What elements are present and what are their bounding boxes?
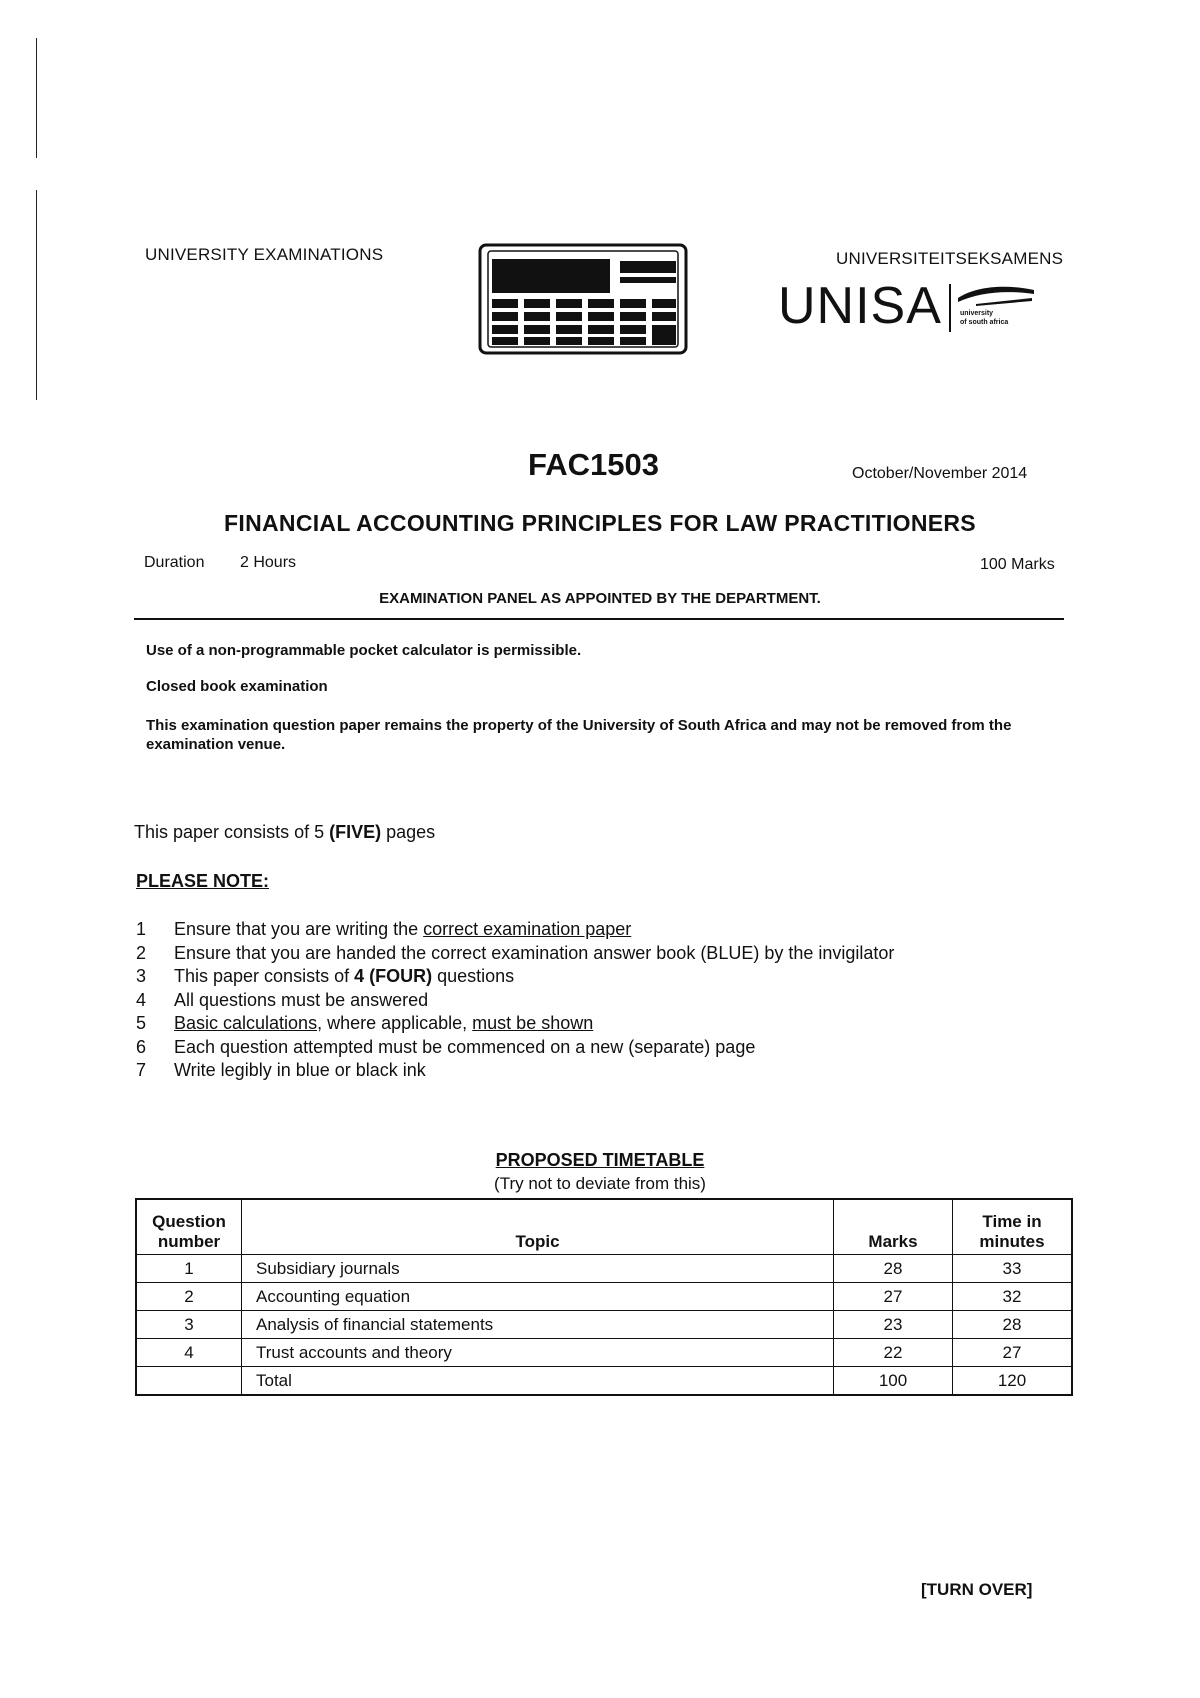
list-item-number: 5	[136, 1013, 147, 1033]
unisa-logo	[778, 276, 1038, 346]
table-row-total	[136, 1367, 1072, 1396]
pages-note	[134, 822, 435, 843]
list-item	[136, 989, 894, 1013]
instruction-calculator: Use of a non-programmable pocket calculator is permissible.	[146, 642, 582, 659]
header-right: UNIVERSITEITSEKSAMENS	[836, 249, 1064, 268]
duration-label: Duration	[144, 554, 205, 571]
please-note-list	[136, 918, 894, 1083]
pages-note-suffix: pages	[381, 822, 436, 842]
list-item-underlined: Basic calculations	[174, 1013, 318, 1033]
cell-minutes: 120	[953, 1367, 1073, 1396]
table-row	[136, 1283, 1072, 1311]
timetable-subheading: (Try not to deviate from this)	[494, 1174, 706, 1193]
timetable-heading: PROPOSED TIMETABLE	[495, 1150, 705, 1170]
cell-question: 3	[136, 1311, 242, 1339]
list-item-number: 1	[136, 919, 147, 939]
list-item-text: , where applicable,	[317, 1013, 473, 1033]
cell-marks: 28	[834, 1255, 953, 1283]
course-code: FAC1503	[528, 447, 659, 482]
list-item-number: 7	[136, 1060, 147, 1080]
turn-over: [TURN OVER]	[921, 1580, 1033, 1599]
col-header-text: Time in	[982, 1212, 1042, 1231]
scan-edge-line	[36, 38, 37, 158]
cell-topic: Analysis of financial statements	[242, 1311, 834, 1339]
total-marks: 100 Marks	[980, 556, 1055, 573]
scan-edge-line	[36, 190, 37, 400]
list-item-text: Each question attempted must be commenced on a new (separate) page	[174, 1036, 756, 1057]
cell-marks: 100	[834, 1367, 953, 1396]
divider	[134, 618, 1064, 620]
list-item	[136, 1012, 894, 1036]
examination-panel: EXAMINATION PANEL AS APPOINTED BY THE DEPARTMENT.	[379, 590, 821, 607]
list-item-text: questions	[432, 966, 515, 986]
cell-question	[136, 1367, 242, 1396]
list-item-text: Write legibly in blue or black ink	[174, 1060, 426, 1080]
logo-divider	[949, 284, 951, 332]
col-marks: Marks	[834, 1199, 953, 1255]
cell-marks: 22	[834, 1339, 953, 1367]
list-item-underlined: correct examination paper	[423, 919, 632, 939]
logo-tagline-1: university	[960, 310, 994, 317]
list-item-bold: 4 (FOUR)	[354, 966, 433, 986]
col-header-text: Question	[152, 1212, 226, 1231]
logo-swoosh-icon	[956, 284, 1036, 308]
list-item	[136, 942, 894, 966]
cell-topic: Total	[242, 1367, 834, 1396]
instruction-property: This examination question paper remains the property of the University of South Africa and may not be removed from the examination venue.	[146, 717, 1012, 753]
list-item-text: All questions must be answered	[174, 989, 429, 1010]
calculator-icon	[478, 243, 688, 355]
logo-tagline-2: of south africa	[960, 319, 1009, 326]
table-row	[136, 1255, 1072, 1283]
list-item-number: 6	[136, 1036, 147, 1057]
cell-minutes: 28	[953, 1311, 1073, 1339]
cell-minutes: 27	[953, 1339, 1073, 1367]
list-item	[136, 1036, 894, 1060]
cell-topic: Accounting equation	[242, 1283, 834, 1311]
list-item-number: 3	[136, 966, 147, 986]
col-question-number	[136, 1199, 242, 1255]
pages-note-bold: (FIVE)	[329, 822, 382, 842]
cell-question: 1	[136, 1255, 242, 1283]
exam-period: October/November 2014	[852, 465, 1028, 482]
cell-marks: 27	[834, 1283, 953, 1311]
cell-question: 2	[136, 1283, 242, 1311]
exam-title: FINANCIAL ACCOUNTING PRINCIPLES FOR LAW PRACTITIONERS	[224, 510, 976, 536]
col-header-text: minutes	[979, 1232, 1045, 1251]
list-item-number: 2	[136, 942, 147, 963]
list-item	[136, 965, 894, 989]
cell-topic: Subsidiary journals	[242, 1255, 834, 1283]
pages-note-prefix: This paper consists of 5	[134, 822, 330, 842]
list-item-text: Ensure that you are handed the correct examination answer book (BLUE) by the invigilator	[174, 942, 895, 963]
col-time	[953, 1199, 1073, 1255]
table-row	[136, 1339, 1072, 1367]
duration-value: 2 Hours	[240, 554, 297, 571]
col-header-text: number	[157, 1232, 221, 1251]
cell-minutes: 32	[953, 1283, 1073, 1311]
cell-topic: Trust accounts and theory	[242, 1339, 834, 1367]
list-item-text: Ensure that you are writing the	[174, 919, 424, 939]
list-item	[136, 918, 894, 942]
instruction-closed-book: Closed book examination	[146, 678, 328, 695]
cell-minutes: 33	[953, 1255, 1073, 1283]
col-topic: Topic	[242, 1199, 834, 1255]
table-row	[136, 1311, 1072, 1339]
list-item-number: 4	[136, 989, 147, 1010]
list-item-underlined: must be shown	[472, 1013, 594, 1033]
cell-marks: 23	[834, 1311, 953, 1339]
timetable-table	[135, 1198, 1073, 1396]
please-note-heading: PLEASE NOTE:	[136, 871, 270, 891]
table-header-row	[136, 1199, 1072, 1255]
header-left: UNIVERSITY EXAMINATIONS	[145, 245, 384, 264]
unisa-logo-text: UNISA	[778, 277, 942, 335]
list-item-text: This paper consists of	[174, 966, 355, 986]
list-item	[136, 1059, 894, 1083]
cell-question: 4	[136, 1339, 242, 1367]
